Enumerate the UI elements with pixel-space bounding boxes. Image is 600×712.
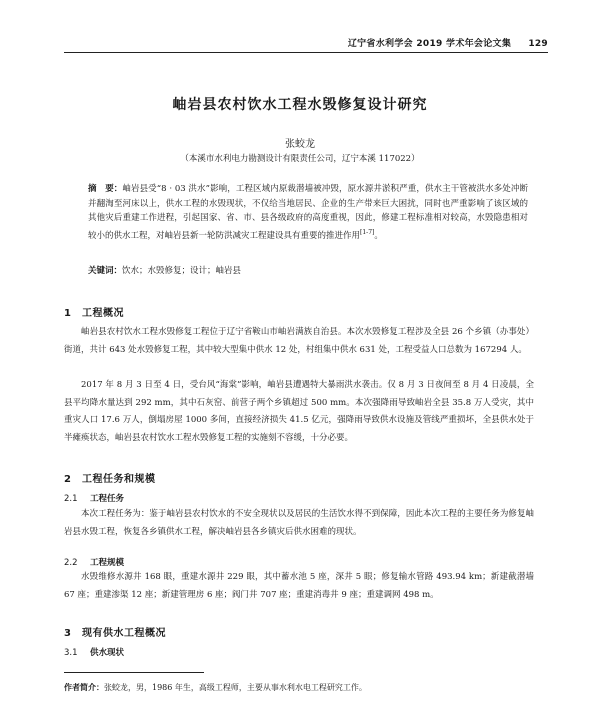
running-header <box>348 36 548 49</box>
abstract <box>88 182 528 243</box>
section-2-1-heading <box>64 492 124 504</box>
abstract-ref: [1-7] <box>360 228 375 236</box>
section-2-1-number: 2.1 <box>64 494 78 504</box>
header-rule <box>64 52 548 53</box>
footnote <box>64 682 534 693</box>
paper-affiliation: （本溪市水利电力勘测设计有限责任公司，辽宁本溪 117022） <box>180 154 420 164</box>
section-2-2-heading <box>64 556 124 568</box>
section-2-1-title: 工程任务 <box>90 494 125 504</box>
section-1-paragraph-1: 岫岩县农村饮水工程水毁修复工程位于辽宁省鞍山市岫岩满族自治县。本次水毁修复工程涉及全县 26 个乡镇（办事处）街道，共计 643 处水毁修复工程，其中较大型集中供水 12 处，村组集中供水 631 处，工程受益人口总数为 167294 人。 <box>64 327 534 355</box>
section-3-title: 现有供水工程概况 <box>82 628 166 639</box>
keywords-label: 关键词： <box>88 266 123 276</box>
section-1-title: 工程概况 <box>82 308 124 319</box>
section-2-heading <box>64 470 156 485</box>
section-2-title: 工程任务和规模 <box>82 474 156 485</box>
section-2-1-paragraph: 本次工程任务为：鉴于岫岩县农村饮水的不安全现状以及居民的生活饮水得不到保障，因此本次工程的主要任务为修复岫岩县水毁工程，恢复各乡镇供水工程，解决岫岩县各乡镇灾后供水困难的现状。 <box>64 509 534 537</box>
section-2-2-paragraph: 水毁维修水源井 168 眼，重建水源井 229 眼，其中蓄水池 5 座，深井 5 眼；修复输水管路 493.94 km；新建截潜墙 67 座；重建渗渠 12 座；新建管理房 6 座；阀门井 707 座；重建消毒井 9 座；重建调网 498 m。 <box>64 572 534 600</box>
section-3-1-heading <box>64 646 124 658</box>
section-3-1-title: 供水现状 <box>90 648 125 658</box>
section-2-number: 2 <box>64 474 72 485</box>
paper-title: 岫岩县农村饮水工程水毁修复设计研究 <box>172 97 428 113</box>
paper-author: 张蛟龙 <box>285 139 315 150</box>
section-1-heading <box>64 304 124 319</box>
keywords-text: 饮水；水毁修复；设计；岫岩县 <box>122 266 242 276</box>
abstract-label: 摘 要： <box>88 184 123 194</box>
section-3-1-number: 3.1 <box>64 648 78 658</box>
section-1-number: 1 <box>64 308 72 319</box>
footnote-text: 张蛟龙，男，1986 年生，高级工程师，主要从事水利水电工程研究工作。 <box>104 683 367 692</box>
section-1-paragraph-2: 2017 年 8 月 3 日至 4 日，受台风“海棠”影响，岫岩县遭遇特大暴雨洪水袭击。仅 8 月 3 日夜间至 8 月 4 日凌晨，全县平均降水量达到 292 mm，其中石灰窑、前营子两个乡镇超过 500 mm。本次强降雨导致岫岩全县 35.8 万人受灾，其中重灾人口 17.6 万人，倒塌房屋 1000 多间，直接经济损失 41.5 亿元，强降雨导致供水设施及管线严重损坏，全县供水处于半瘫痪状态，岫岩县农村饮水工程水毁修复工程的实施刻不容缓，十分必要。 <box>64 380 534 443</box>
section-2-2-number: 2.2 <box>64 558 78 568</box>
section-2-2-title: 工程规模 <box>90 558 125 568</box>
keywords <box>88 264 528 276</box>
abstract-end: 。 <box>374 230 383 241</box>
footnote-rule <box>64 672 204 673</box>
abstract-text: 岫岩县受“8 · 03 洪水”影响，工程区域内原裁潜墙被冲毁，原水源井淤积严重，供水主干管被洪水多处冲断并翻淘至河床以上，供水工程的水毁现状，不仅给当地居民、企业的生产带来巨大困扰，同时也严重影响了该区域的其他灾后重建工作进程，引起国家、省、市、县各级政府的高度重视，因此，修建工程标准相对较高，水毁隐患相对较小的供水工程，对岫岩县新一轮防洪减灾工程建设具有重要的推进作用 <box>88 184 528 241</box>
footnote-label: 作者简介： <box>64 683 104 692</box>
section-3-heading <box>64 624 166 639</box>
section-3-number: 3 <box>64 628 72 639</box>
running-title: 辽宁省水利学会 2019 学术年会论文集 <box>347 39 512 49</box>
page-number: 129 <box>528 39 548 49</box>
